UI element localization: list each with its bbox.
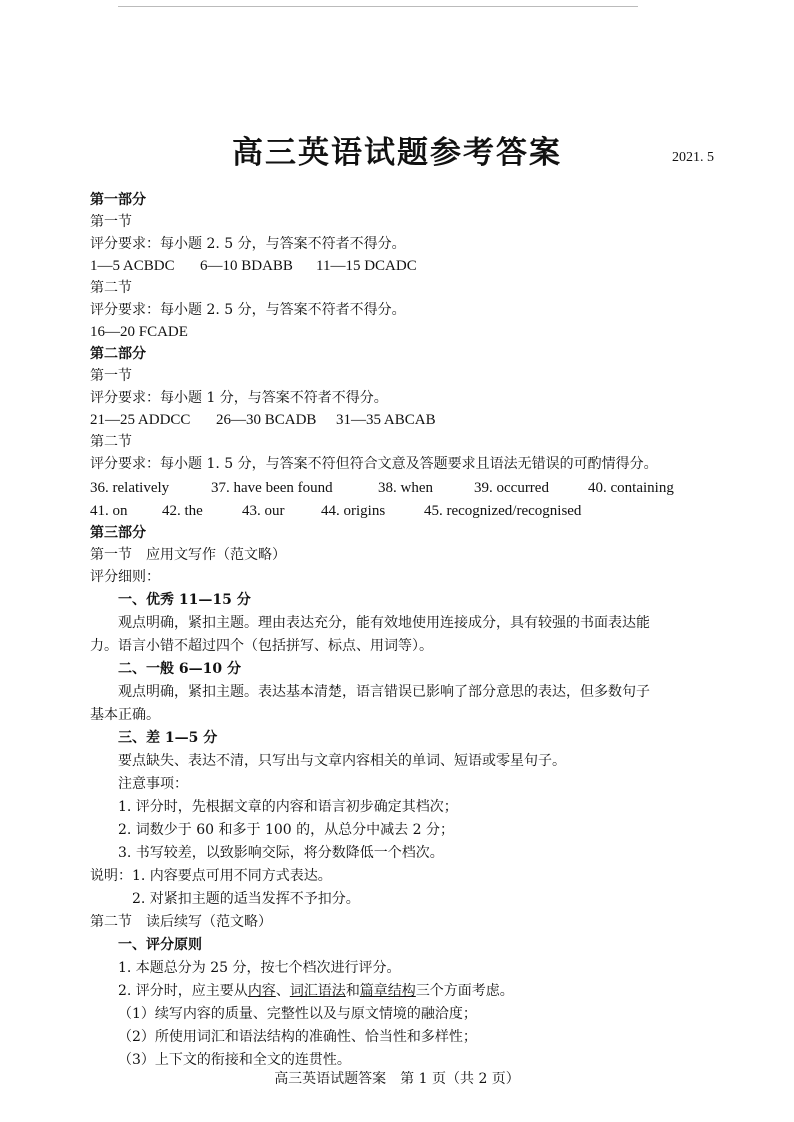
exam-date: 2021. 5	[672, 150, 714, 165]
answer-item: 42. the	[162, 503, 203, 519]
separator: 、	[275, 983, 290, 999]
answer-item: 37. have been found	[211, 480, 333, 496]
separator: 和	[345, 983, 360, 999]
remark-1: 说明：1. 内容要点可用不同方式表达。	[90, 868, 332, 884]
answer-item: 44. origins	[321, 503, 386, 519]
scan-top-edge	[118, 6, 638, 7]
level2-line1: 观点明确，紧扣主题。表达基本清楚，语言错误已影响了部分意思的表达，但多数句子	[118, 684, 650, 700]
level1-line2: 力。语言小错不超过四个（包括拼写、标点、用词等）。	[90, 638, 433, 654]
part1-sec1-answers	[90, 256, 417, 276]
criterion-1: （1）续写内容的质量、完整性以及与原文情境的融洽度；	[118, 1006, 477, 1022]
part1-sec1-rule: 评分要求：每小题 2. 5 分，与答案不符者不得分。	[90, 236, 406, 252]
part2-heading: 第二部分	[90, 346, 146, 362]
answer-item: 39. occurred	[474, 480, 549, 496]
note-3: 3. 书写较差，以致影响交际，将分数降低一个档次。	[118, 845, 444, 861]
note-1: 1. 评分时，先根据文章的内容和语言初步确定其档次；	[118, 799, 458, 815]
part1-sec2-rule: 评分要求：每小题 2. 5 分，与答案不符者不得分。	[90, 302, 406, 318]
criterion-3: （3）上下文的衔接和全文的连贯性。	[118, 1052, 351, 1068]
part2-sec2-heading: 第二节	[90, 434, 132, 450]
part3-sec2-heading: 第二节 读后续写（范文略）	[90, 914, 272, 930]
part2-sec2-answers-row2	[90, 501, 581, 521]
answer-item: 38. when	[378, 480, 433, 496]
answer-item: 41. on	[90, 503, 128, 519]
notes-label: 注意事项：	[118, 776, 188, 792]
level1-title: 一、优秀 11—15 分	[118, 592, 251, 608]
remark-2: 2. 对紧扣主题的适当发挥不予扣分。	[132, 891, 360, 907]
answer-group: 31—35 ABCAB	[336, 412, 436, 428]
answer-item: 43. our	[242, 503, 285, 519]
part3-heading: 第三部分	[90, 525, 146, 541]
level2-line2: 基本正确。	[90, 707, 160, 723]
underlined-vocab-grammar: 词汇语法	[289, 983, 346, 999]
part2-sec1-answers	[90, 410, 436, 430]
principle-2-post: 三个方面考虑。	[415, 983, 514, 999]
part2-sec1-heading: 第一节	[90, 368, 132, 384]
answer-item: 36. relatively	[90, 480, 170, 496]
part2-sec1-rule: 评分要求：每小题 1 分，与答案不符者不得分。	[90, 390, 388, 406]
level2-title: 二、一般 6—10 分	[118, 661, 241, 677]
answer-group: 1—5 ACBDC	[90, 258, 175, 274]
principle-1: 1. 本题总分为 25 分，按七个档次进行评分。	[118, 960, 401, 976]
part1-sec2-heading: 第二节	[90, 280, 132, 296]
part1-sec1-heading: 第一节	[90, 214, 132, 230]
answer-group: 26—30 BCADB	[216, 412, 317, 428]
principle-title: 一、评分原则	[118, 937, 202, 953]
part1-heading: 第一部分	[90, 192, 146, 208]
answer-group: 11—15 DCADC	[316, 258, 417, 274]
part3-sec1-heading: 第一节 应用文写作（范文略）	[90, 547, 286, 563]
page-title: 高三英语试题参考答案	[232, 135, 562, 171]
underlined-content: 内容	[247, 983, 276, 999]
criterion-2: （2）所使用词汇和语法结构的准确性、恰当性和多样性；	[118, 1029, 477, 1045]
criteria-label: 评分细则：	[90, 569, 160, 585]
level3-title: 三、差 1—5 分	[118, 730, 218, 746]
note-2: 2. 词数少于 60 和多于 100 的，从总分中减去 2 分；	[118, 822, 454, 838]
part1-sec2-answers: 16—20 FCADE	[90, 324, 188, 340]
level3-line1: 要点缺失、表达不清，只写出与文章内容相关的单词、短语或零星句子。	[118, 753, 566, 769]
answer-group: 21—25 ADDCC	[90, 412, 191, 428]
answer-item: 45. recognized/recognised	[424, 503, 582, 519]
level1-line1: 观点明确，紧扣主题。理由表达充分，能有效地使用连接成分，具有较强的书面表达能	[118, 615, 650, 631]
principle-2	[118, 981, 514, 1001]
principle-2-pre: 2. 评分时，应主要从	[118, 983, 248, 999]
answer-group: 6—10 BDABB	[200, 258, 293, 274]
page-footer: 高三英语试题答案 第 1 页（共 2 页）	[274, 1071, 520, 1087]
part2-sec2-answers-row1	[90, 478, 674, 498]
answer-item: 40. containing	[588, 480, 674, 496]
part2-sec2-rule: 评分要求：每小题 1. 5 分，与答案不符但符合文意及答题要求且语法无错误的可酌情得分。	[90, 456, 658, 472]
underlined-structure: 篇章结构	[359, 983, 416, 999]
